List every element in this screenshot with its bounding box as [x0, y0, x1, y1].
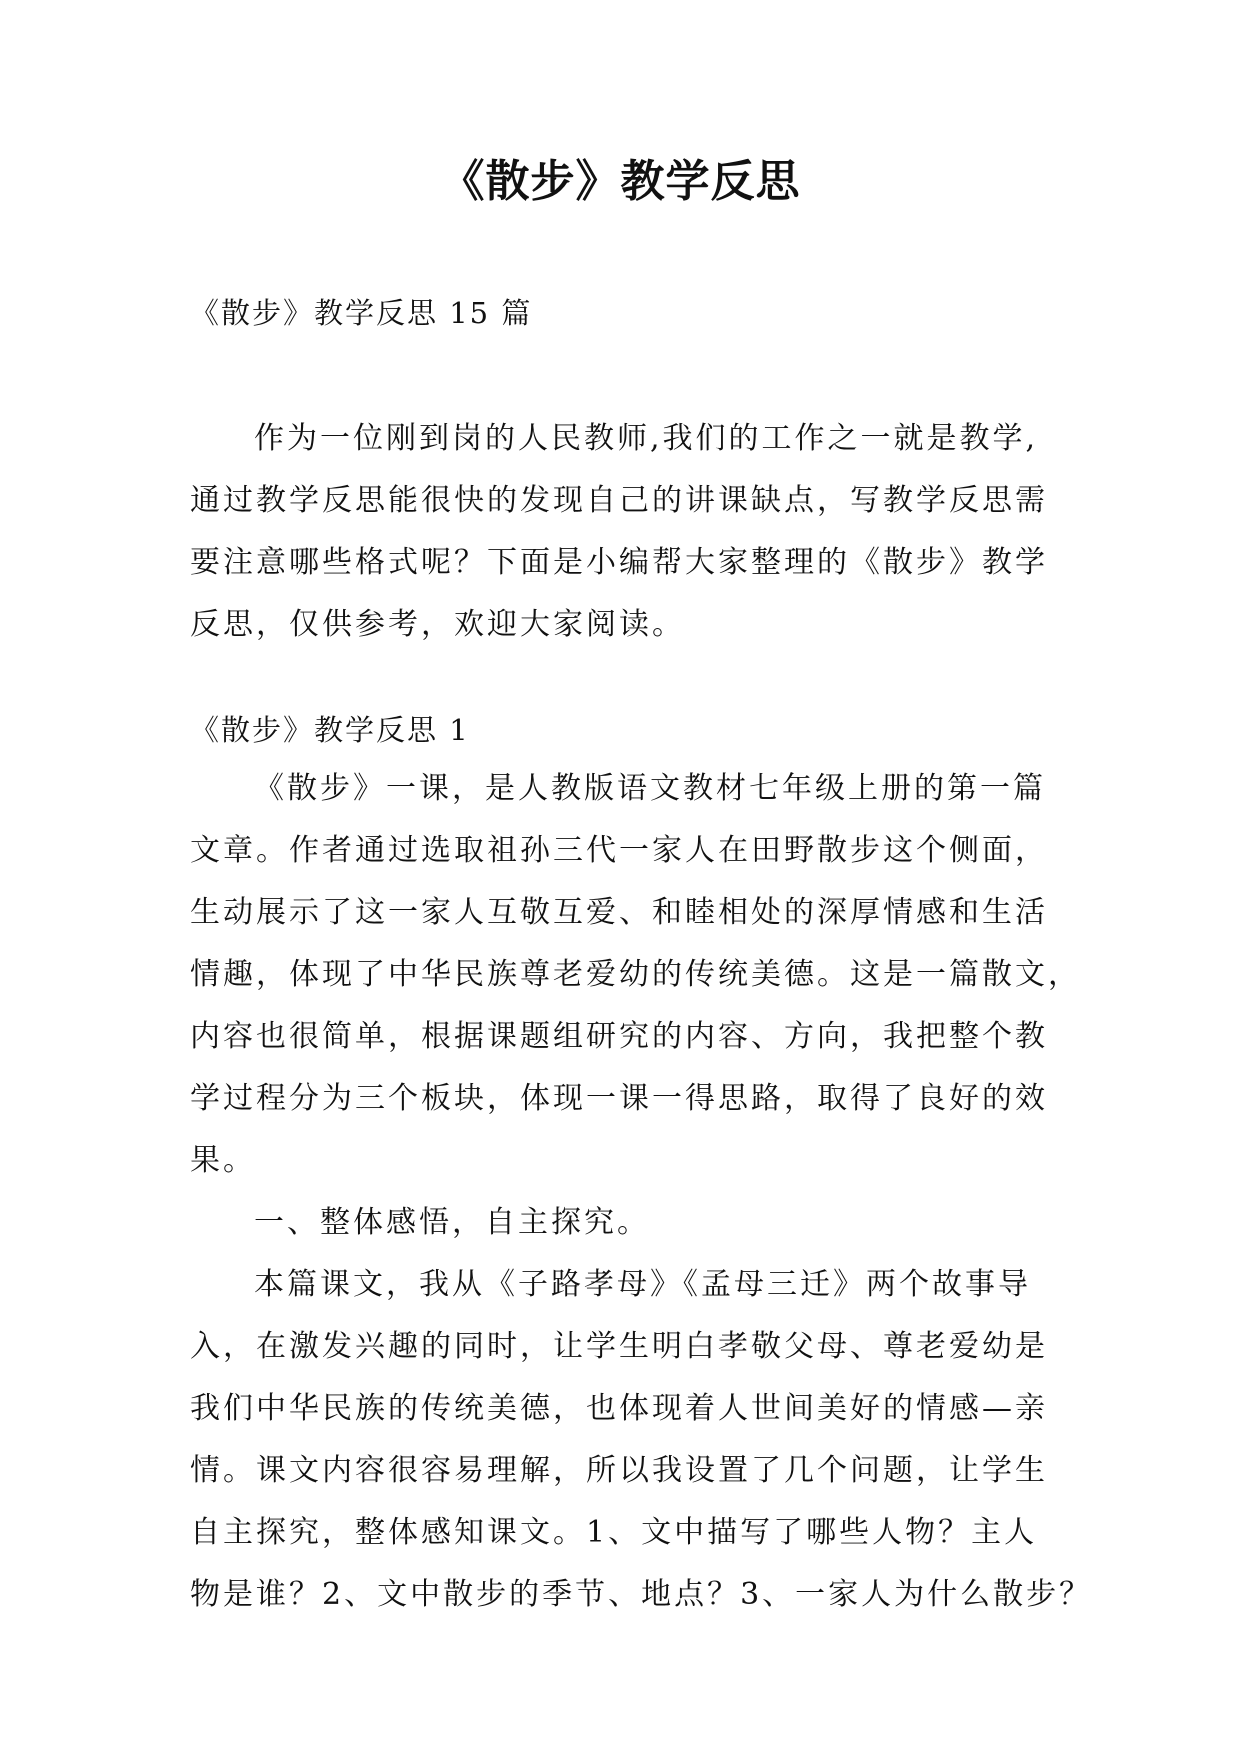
section-heading: 《散步》教学反思 1: [190, 713, 470, 747]
section-body: [190, 758, 1093, 1626]
intro-line: 作为一位刚到岗的人民教师,我们的工作之一就是教学,: [254, 421, 1039, 456]
body-line: 情趣，体现了中华民族尊老爱幼的传统美德。这是一篇散文，: [190, 957, 1081, 992]
body-line: 内容也很简单，根据课题组研究的内容、方向，我把整个教: [190, 1019, 1048, 1054]
body-line: 入，在激发兴趣的同时，让学生明白孝敬父母、尊老爱幼是: [190, 1329, 1048, 1364]
body-line: 自主探究，整体感知课文。1、文中描写了哪些人物？主人: [190, 1515, 1038, 1550]
body-line: 果。: [190, 1143, 256, 1178]
body-line: 情。课文内容很容易理解，所以我设置了几个问题，让学生: [190, 1453, 1048, 1488]
body-line: 我们中华民族的传统美德，也体现着人世间美好的情感—亲: [190, 1391, 1048, 1426]
body-line: 《散步》一课，是人教版语文教材七年级上册的第一篇: [254, 771, 1046, 806]
body-line: 学过程分为三个板块，体现一课一得思路，取得了良好的效: [190, 1081, 1048, 1116]
document-subtitle: 《散步》教学反思 15 篇: [190, 296, 533, 330]
body-line: 物是谁？2、文中散步的季节、地点？3、一家人为什么散步？: [190, 1577, 1093, 1612]
document-title: 《散步》教学反思: [440, 156, 801, 207]
body-subheading: 一、整体感悟，自主探究。: [254, 1205, 650, 1240]
intro-line: 通过教学反思能很快的发现自己的讲课缺点，写教学反思需: [190, 483, 1048, 518]
intro-line: 反思，仅供参考，欢迎大家阅读。: [190, 607, 685, 642]
body-line: 文章。作者通过选取祖孙三代一家人在田野散步这个侧面，: [190, 833, 1048, 868]
body-line: 本篇课文，我从《子路孝母》《孟母三迁》两个故事导: [254, 1267, 1031, 1302]
body-line: 生动展示了这一家人互敬互爱、和睦相处的深厚情感和生活: [190, 895, 1048, 930]
intro-line: 要注意哪些格式呢？下面是小编帮大家整理的《散步》教学: [190, 545, 1048, 580]
intro-paragraph: [190, 408, 1070, 656]
